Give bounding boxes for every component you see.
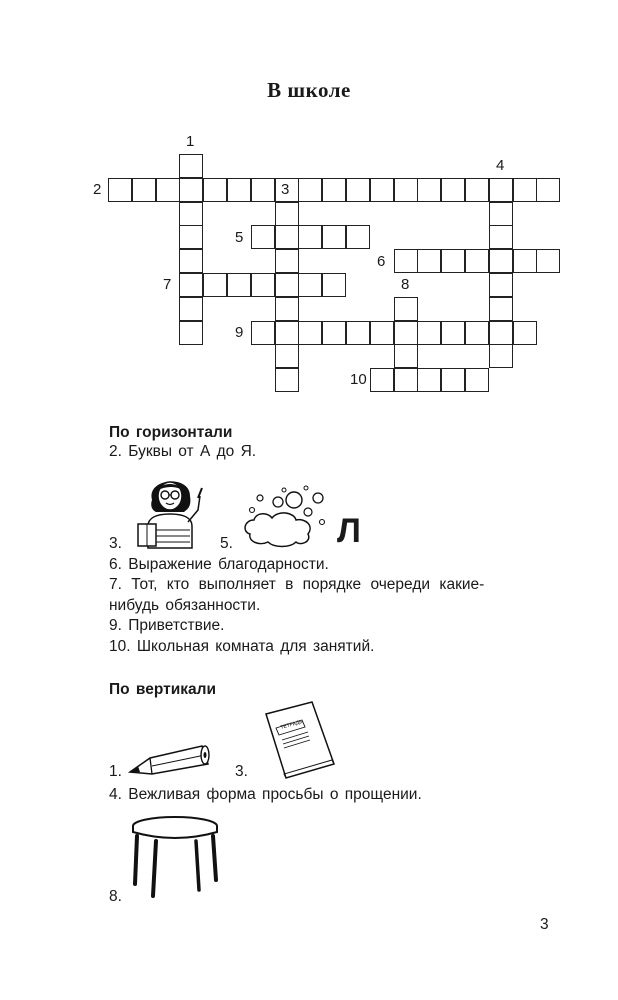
crossword-cell[interactable]	[417, 368, 441, 392]
crossword-cell[interactable]	[227, 178, 251, 202]
crossword-cell[interactable]	[465, 321, 489, 345]
crossword-cell[interactable]	[394, 249, 418, 273]
clue-3-label: 3.	[109, 535, 122, 552]
crossword-cell[interactable]	[489, 225, 513, 249]
crossword-cell[interactable]	[441, 368, 465, 392]
crossword-cell[interactable]	[536, 178, 560, 202]
crossword-cell[interactable]	[251, 178, 275, 202]
crossword-cell[interactable]	[417, 321, 441, 345]
clue-number-1: 1	[186, 133, 195, 150]
clue-number-4: 4	[496, 157, 505, 174]
crossword-cell[interactable]	[513, 321, 537, 345]
crossword-cell[interactable]	[179, 273, 203, 297]
crossword-cell[interactable]	[489, 178, 513, 202]
crossword-cell[interactable]	[489, 249, 513, 273]
clue-8-label: 8.	[109, 888, 122, 905]
soap-bubbles-icon	[238, 484, 330, 552]
down-heading: По вертикали	[109, 681, 216, 698]
crossword-cell[interactable]	[298, 178, 322, 202]
crossword-cell[interactable]	[394, 368, 418, 392]
crossword-cell[interactable]	[394, 178, 418, 202]
crossword-cell[interactable]	[417, 249, 441, 273]
teacher-icon	[132, 470, 210, 550]
crossword-cell[interactable]	[322, 178, 346, 202]
crossword-cell[interactable]	[465, 368, 489, 392]
crossword-cell[interactable]	[179, 321, 203, 345]
crossword-cell[interactable]	[322, 321, 346, 345]
crossword-cell[interactable]	[156, 178, 180, 202]
crossword-cell[interactable]	[108, 178, 132, 202]
across-heading: По горизонтали	[109, 424, 233, 441]
crossword-cell[interactable]	[370, 178, 394, 202]
crossword-cell[interactable]	[465, 178, 489, 202]
clue-1-label: 1.	[109, 763, 122, 780]
crossword-cell[interactable]	[394, 297, 418, 321]
clue-9: 9. Приветствие.	[109, 617, 225, 634]
crossword-cell[interactable]	[346, 321, 370, 345]
crossword-cell[interactable]	[275, 249, 299, 273]
crossword-cell[interactable]	[132, 178, 156, 202]
clue-2: 2. Буквы от А до Я.	[109, 443, 257, 460]
crossword-cell[interactable]	[275, 321, 299, 345]
clue-number-5: 5	[235, 229, 244, 246]
crossword-cell[interactable]	[275, 297, 299, 321]
crossword-cell[interactable]	[536, 249, 560, 273]
clue-4: 4. Вежливая форма просьбы о прощении.	[109, 786, 422, 803]
notebook-icon	[262, 700, 338, 780]
clue-7-line1: 7. Тот, кто выполняет в порядке очереди какие-	[109, 576, 485, 593]
clue-number-7: 7	[163, 276, 172, 293]
crossword-cell[interactable]	[275, 225, 299, 249]
crossword-cell[interactable]	[275, 344, 299, 368]
crossword-cell[interactable]	[322, 225, 346, 249]
crossword-cell[interactable]	[298, 273, 322, 297]
crossword-cell[interactable]	[179, 154, 203, 178]
crossword-cell[interactable]	[298, 225, 322, 249]
clue-number-10: 10	[350, 371, 367, 388]
crossword-cell[interactable]	[394, 321, 418, 345]
crossword-cell[interactable]	[322, 273, 346, 297]
crossword-cell[interactable]	[275, 202, 299, 226]
crossword-cell[interactable]	[227, 273, 251, 297]
crossword-cell[interactable]	[370, 321, 394, 345]
crossword-grid	[0, 0, 618, 410]
clue-number-8: 8	[401, 276, 410, 293]
clue-10: 10. Школьная комната для занятий.	[109, 638, 375, 655]
page-number: 3	[540, 916, 549, 933]
clue-6: 6. Выражение благодарности.	[109, 556, 329, 573]
crossword-cell[interactable]	[489, 202, 513, 226]
crossword-cell[interactable]	[179, 225, 203, 249]
clue-3-down-label: 3.	[235, 763, 248, 780]
clue-5-letter: Л	[337, 512, 361, 550]
clue-number-3: 3	[281, 181, 290, 198]
notebook-word: ТЕТРАДЬ	[279, 718, 304, 731]
pencil-icon	[128, 744, 210, 778]
clue-7-line2: нибудь обязанности.	[109, 597, 261, 614]
crossword-cell[interactable]	[346, 178, 370, 202]
crossword-cell[interactable]	[179, 249, 203, 273]
clue-5-label: 5.	[220, 535, 233, 552]
crossword-cell[interactable]	[251, 273, 275, 297]
crossword-cell[interactable]	[179, 202, 203, 226]
crossword-cell[interactable]	[346, 225, 370, 249]
crossword-cell[interactable]	[394, 344, 418, 368]
crossword-cell[interactable]	[441, 178, 465, 202]
crossword-cell[interactable]	[298, 321, 322, 345]
crossword-cell[interactable]	[275, 368, 299, 392]
crossword-cell[interactable]	[251, 321, 275, 345]
crossword-cell[interactable]	[513, 249, 537, 273]
table-icon	[128, 814, 222, 898]
crossword-cell[interactable]	[513, 178, 537, 202]
crossword-cell[interactable]	[203, 273, 227, 297]
crossword-cell[interactable]	[441, 249, 465, 273]
crossword-cell[interactable]	[489, 321, 513, 345]
crossword-cell[interactable]	[251, 225, 275, 249]
clue-number-2: 2	[93, 181, 102, 198]
crossword-cell[interactable]	[275, 273, 299, 297]
crossword-cell[interactable]	[179, 178, 203, 202]
crossword-cell[interactable]	[489, 297, 513, 321]
crossword-cell[interactable]	[465, 249, 489, 273]
crossword-cell[interactable]	[489, 344, 513, 368]
crossword-cell[interactable]	[370, 368, 394, 392]
crossword-cell[interactable]	[417, 178, 441, 202]
crossword-cell[interactable]	[203, 178, 227, 202]
crossword-cell[interactable]	[441, 321, 465, 345]
clue-number-9: 9	[235, 324, 244, 341]
crossword-cell[interactable]	[489, 273, 513, 297]
clue-number-6: 6	[377, 253, 386, 270]
crossword-cell[interactable]	[179, 297, 203, 321]
page-title: В школе	[267, 78, 351, 102]
